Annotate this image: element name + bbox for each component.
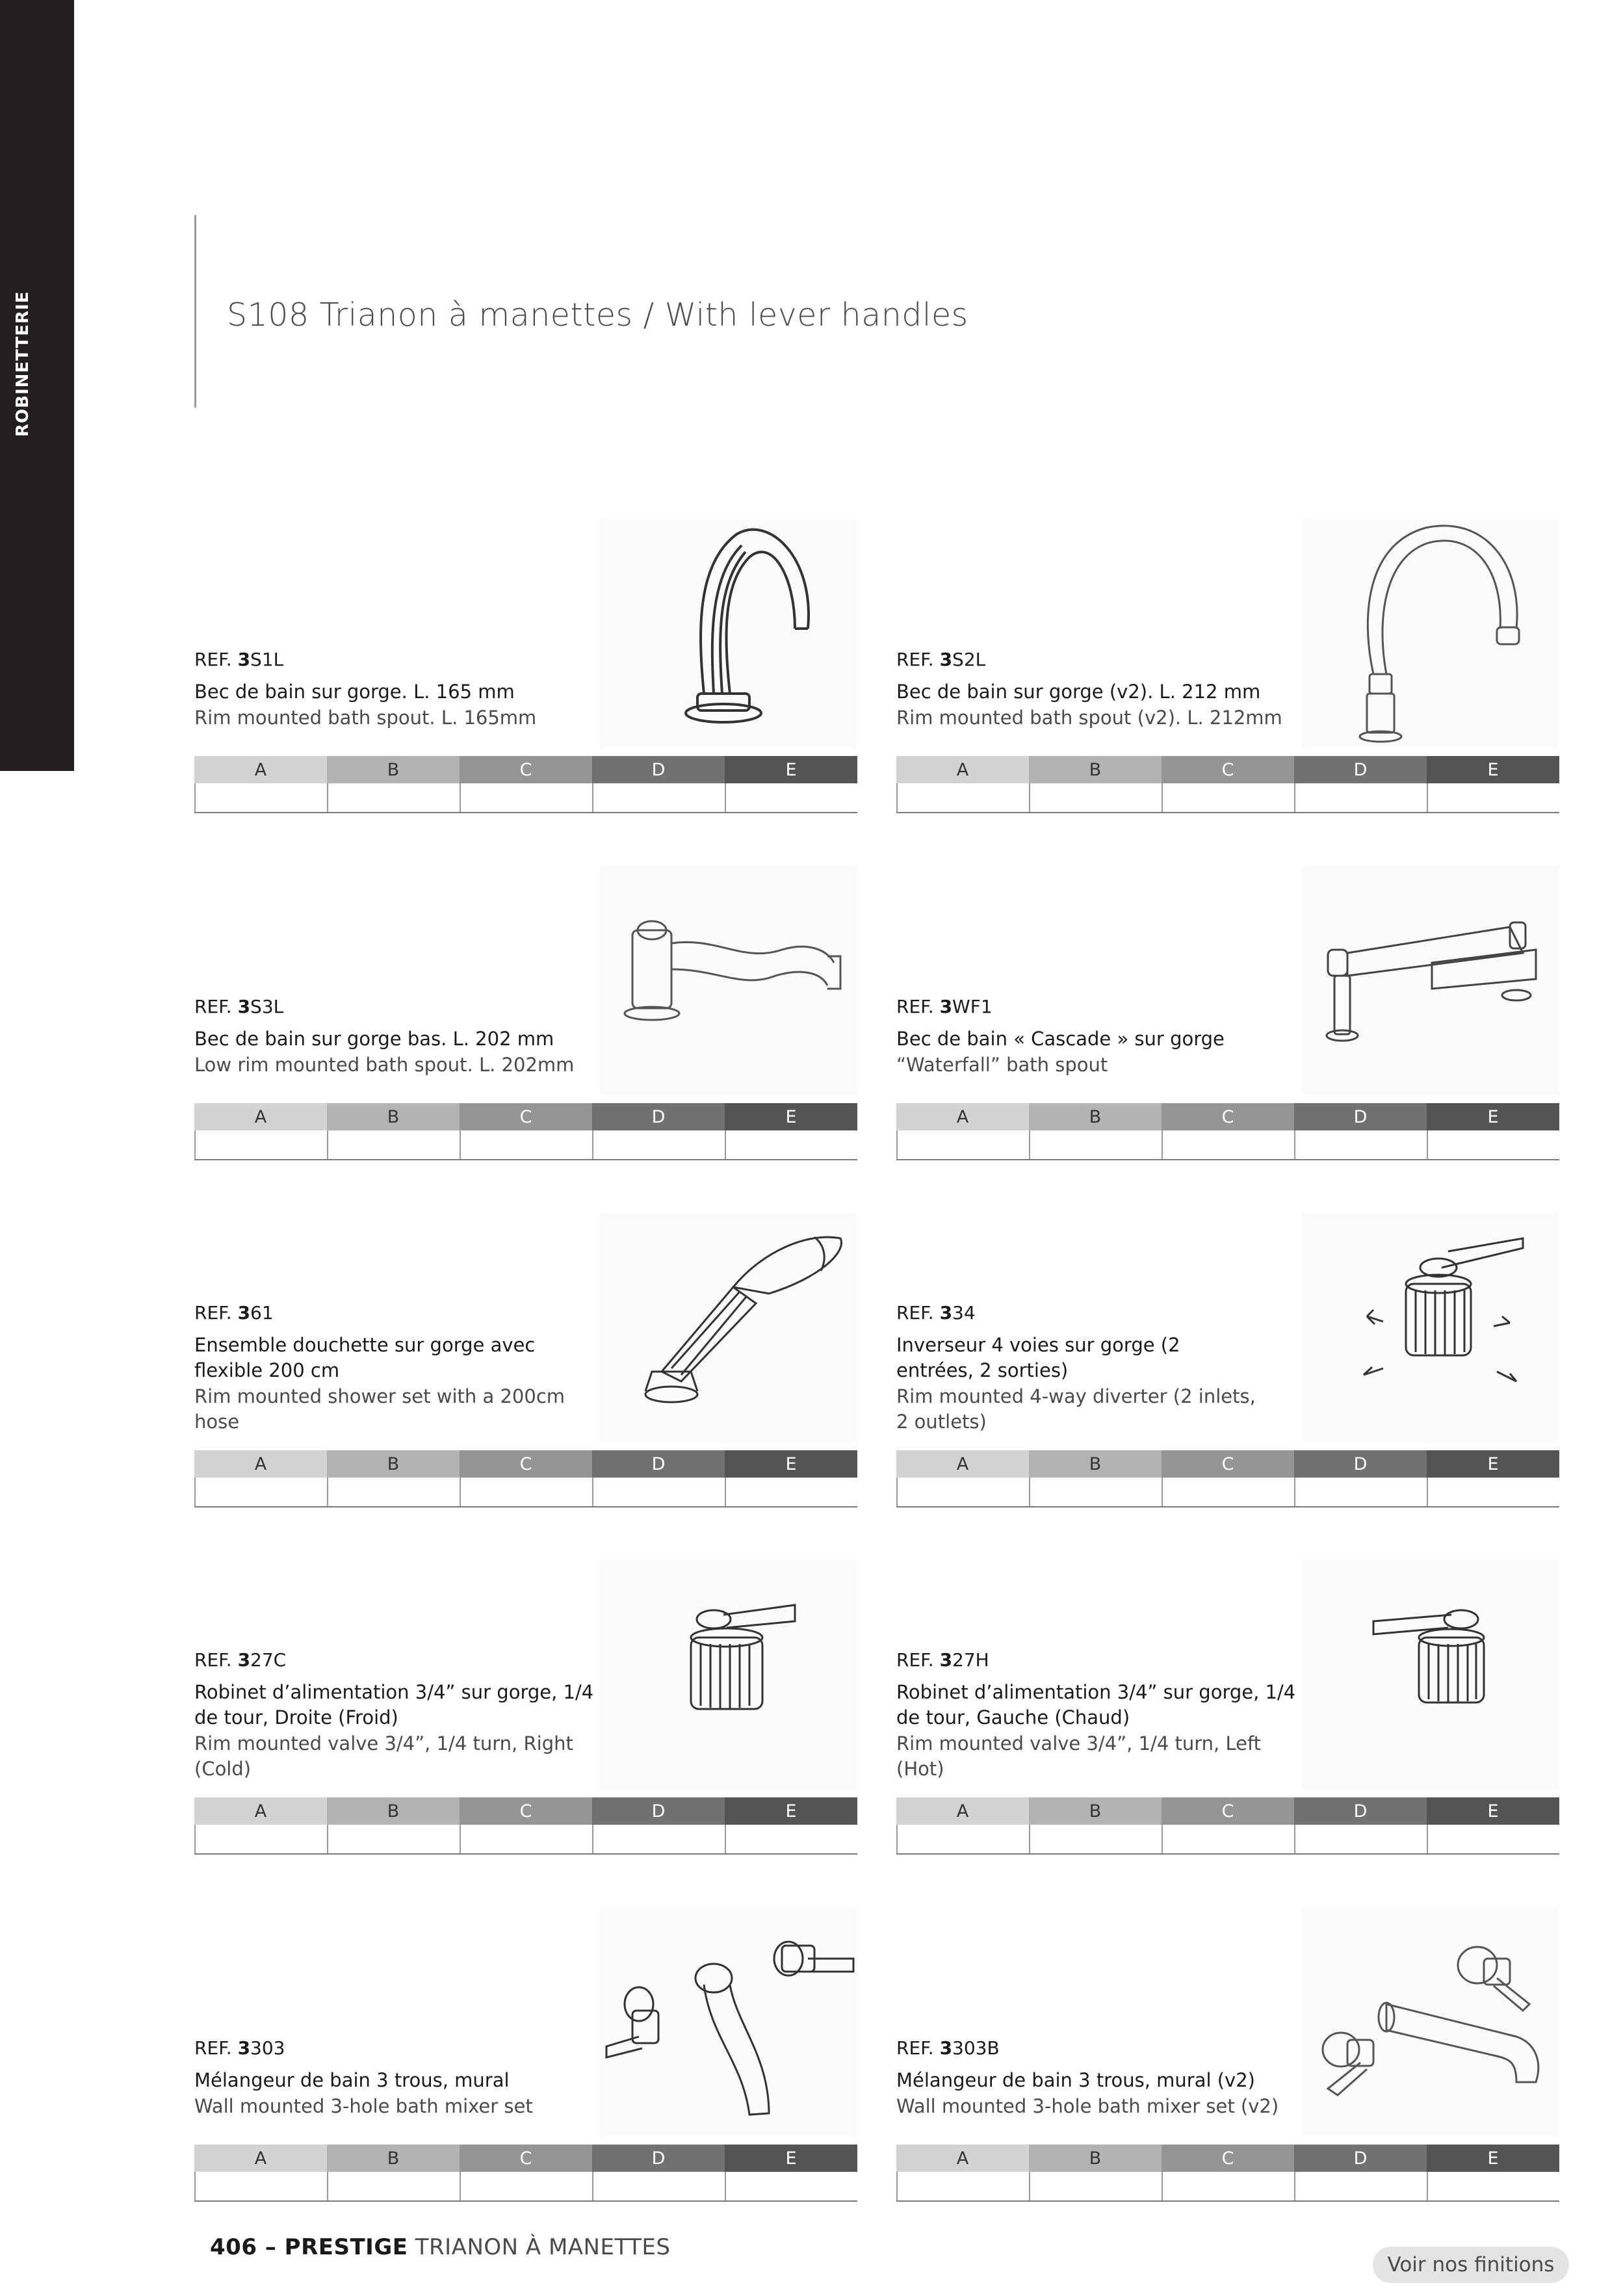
grade-a: A <box>896 1450 1029 1478</box>
product-card <box>896 1212 1559 1509</box>
grade-a: A <box>896 1103 1029 1130</box>
product-image <box>1302 1559 1559 1790</box>
product-card <box>896 1559 1559 1856</box>
grade-a: A <box>194 1797 327 1825</box>
side-tab <box>0 0 74 771</box>
product-ref: REF. 3S3L <box>194 996 284 1017</box>
product-ref: REF. 327H <box>896 1649 989 1671</box>
tall-bath-spout-icon <box>600 518 857 748</box>
grade-a: A <box>194 2145 327 2172</box>
product-card <box>194 1907 857 2203</box>
product-image <box>600 1559 857 1790</box>
product-image <box>600 1907 857 2137</box>
grade-b: B <box>327 1797 460 1825</box>
grade-a: A <box>194 756 327 783</box>
product-card <box>194 518 857 815</box>
grade-d: D <box>1294 2145 1427 2172</box>
grade-b: B <box>1029 1797 1162 1825</box>
grade-e: E <box>725 756 857 783</box>
product-card <box>896 518 1559 815</box>
grade-e: E <box>725 1103 857 1130</box>
product-image <box>1302 518 1559 748</box>
hand-shower-icon <box>600 1212 857 1442</box>
grade-b: B <box>1029 1450 1162 1478</box>
product-image <box>600 865 857 1095</box>
grade-d: D <box>1294 1103 1427 1130</box>
grade-b: B <box>327 756 460 783</box>
product-image <box>1302 865 1559 1095</box>
footer-subtitle: TRIANON À MANETTES <box>408 2234 671 2260</box>
product-desc-fr: Inverseur 4 voies sur gorge (2 entrées, 2 sorties) <box>896 1334 1180 1381</box>
product-ref: REF. 3S1L <box>194 649 284 670</box>
finish-grade-table <box>896 1797 1559 1855</box>
finish-grade-table <box>194 1450 857 1507</box>
grade-b: B <box>1029 756 1162 783</box>
grade-d: D <box>592 1103 725 1130</box>
finish-grade-table <box>896 1450 1559 1507</box>
grade-e: E <box>725 1797 857 1825</box>
page-number: 406 <box>210 2234 257 2260</box>
grade-c: C <box>460 1797 592 1825</box>
product-desc-fr: Ensemble douchette sur gorge avec flexible 200 cm <box>194 1334 536 1381</box>
product-card <box>896 865 1559 1162</box>
finish-grade-table <box>896 2145 1559 2202</box>
grade-a: A <box>194 1450 327 1478</box>
product-desc-en: Rim mounted bath spout (v2). L. 212mm <box>896 707 1282 729</box>
product-desc-en: Rim mounted shower set with a 200cm hose <box>194 1385 565 1433</box>
grade-c: C <box>1162 1103 1294 1130</box>
grade-a: A <box>194 1103 327 1130</box>
product-ref: REF. 327C <box>194 1649 287 1671</box>
product-desc-en: “Waterfall” bath spout <box>896 1054 1108 1076</box>
grade-c: C <box>1162 2145 1294 2172</box>
grade-e: E <box>725 2145 857 2172</box>
product-desc-fr: Bec de bain sur gorge. L. 165 mm <box>194 681 515 703</box>
product-desc-fr: Bec de bain sur gorge bas. L. 202 mm <box>194 1028 554 1050</box>
product-card <box>194 1212 857 1509</box>
product-desc-fr: Robinet d’alimentation 3/4” sur gorge, 1/4 de tour, Droite (Froid) <box>194 1681 594 1729</box>
grade-b: B <box>327 1450 460 1478</box>
product-desc-fr: Mélangeur de bain 3 trous, mural <box>194 2069 510 2091</box>
product-image <box>1302 1907 1559 2137</box>
grade-d: D <box>592 756 725 783</box>
grade-d: D <box>592 1450 725 1478</box>
product-ref: REF. 3S2L <box>896 649 986 670</box>
valve-left-icon <box>1302 1559 1559 1790</box>
grade-b: B <box>1029 1103 1162 1130</box>
grade-c: C <box>1162 756 1294 783</box>
grade-d: D <box>592 2145 725 2172</box>
grade-b: B <box>1029 2145 1162 2172</box>
product-card <box>194 865 857 1162</box>
wall-mixer-v2-icon <box>1302 1907 1559 2137</box>
product-ref: REF. 3303B <box>896 2037 1000 2059</box>
grade-e: E <box>1427 1103 1559 1130</box>
diverter-icon <box>1302 1212 1559 1442</box>
grade-e: E <box>725 1450 857 1478</box>
product-image <box>1302 1212 1559 1442</box>
grade-a: A <box>896 1797 1029 1825</box>
product-desc-en: Low rim mounted bath spout. L. 202mm <box>194 1054 575 1076</box>
grade-e: E <box>1427 756 1559 783</box>
valve-right-icon <box>600 1559 857 1790</box>
product-ref: REF. 334 <box>896 1302 976 1324</box>
grade-b: B <box>327 2145 460 2172</box>
page-footer: 406 – PRESTIGE TRIANON À MANETTES <box>210 2234 671 2260</box>
finish-grade-table <box>194 756 857 813</box>
product-ref: REF. 3303 <box>194 2037 285 2059</box>
product-desc-en: Rim mounted valve 3/4”, 1/4 turn, Left (Hot) <box>896 1732 1262 1780</box>
product-desc-en: Rim mounted bath spout. L. 165mm <box>194 707 537 729</box>
finish-grade-table <box>896 756 1559 813</box>
page-title: S108 Trianon à manettes / With lever handles <box>227 296 968 333</box>
grade-d: D <box>1294 1797 1427 1825</box>
swan-neck-spout-icon <box>1302 518 1559 748</box>
grade-c: C <box>460 1450 592 1478</box>
grade-a: A <box>896 756 1029 783</box>
product-desc-en: Rim mounted valve 3/4”, 1/4 turn, Right (Cold) <box>194 1732 573 1780</box>
see-finishes-button[interactable]: Voir nos finitions <box>1373 2247 1569 2283</box>
product-desc-fr: Robinet d’alimentation 3/4” sur gorge, 1/4 de tour, Gauche (Chaud) <box>896 1681 1296 1729</box>
product-ref: REF. 3WF1 <box>896 996 993 1017</box>
product-desc-fr: Bec de bain « Cascade » sur gorge <box>896 1028 1225 1050</box>
product-image <box>600 1212 857 1442</box>
product-desc-en: Wall mounted 3-hole bath mixer set (v2) <box>896 2095 1279 2117</box>
product-desc-fr: Bec de bain sur gorge (v2). L. 212 mm <box>896 681 1261 703</box>
finish-grade-table <box>896 1103 1559 1160</box>
footer-collection: PRESTIGE <box>284 2234 408 2260</box>
grade-e: E <box>1427 2145 1559 2172</box>
finish-grade-table <box>194 2145 857 2202</box>
product-image <box>600 518 857 748</box>
product-desc-fr: Mélangeur de bain 3 trous, mural (v2) <box>896 2069 1255 2091</box>
finish-grade-table <box>194 1103 857 1160</box>
low-bath-spout-icon <box>600 865 857 1095</box>
finish-grade-table <box>194 1797 857 1855</box>
grade-c: C <box>460 1103 592 1130</box>
grade-d: D <box>1294 1450 1427 1478</box>
grade-d: D <box>1294 756 1427 783</box>
product-desc-en: Rim mounted 4-way diverter (2 inlets, 2 outlets) <box>896 1385 1256 1433</box>
header-rule <box>194 215 196 408</box>
grade-e: E <box>1427 1797 1559 1825</box>
product-ref: REF. 361 <box>194 1302 274 1324</box>
product-card <box>194 1559 857 1856</box>
grade-c: C <box>1162 1797 1294 1825</box>
waterfall-spout-icon <box>1302 865 1559 1095</box>
grade-c: C <box>1162 1450 1294 1478</box>
product-card <box>896 1907 1559 2203</box>
grade-c: C <box>460 756 592 783</box>
grade-a: A <box>896 2145 1029 2172</box>
grade-c: C <box>460 2145 592 2172</box>
wall-mixer-icon <box>600 1907 857 2137</box>
grade-d: D <box>592 1797 725 1825</box>
product-desc-en: Wall mounted 3-hole bath mixer set <box>194 2095 533 2117</box>
grade-e: E <box>1427 1450 1559 1478</box>
side-tab-label: ROBINETTERIE <box>13 291 32 437</box>
grade-b: B <box>327 1103 460 1130</box>
